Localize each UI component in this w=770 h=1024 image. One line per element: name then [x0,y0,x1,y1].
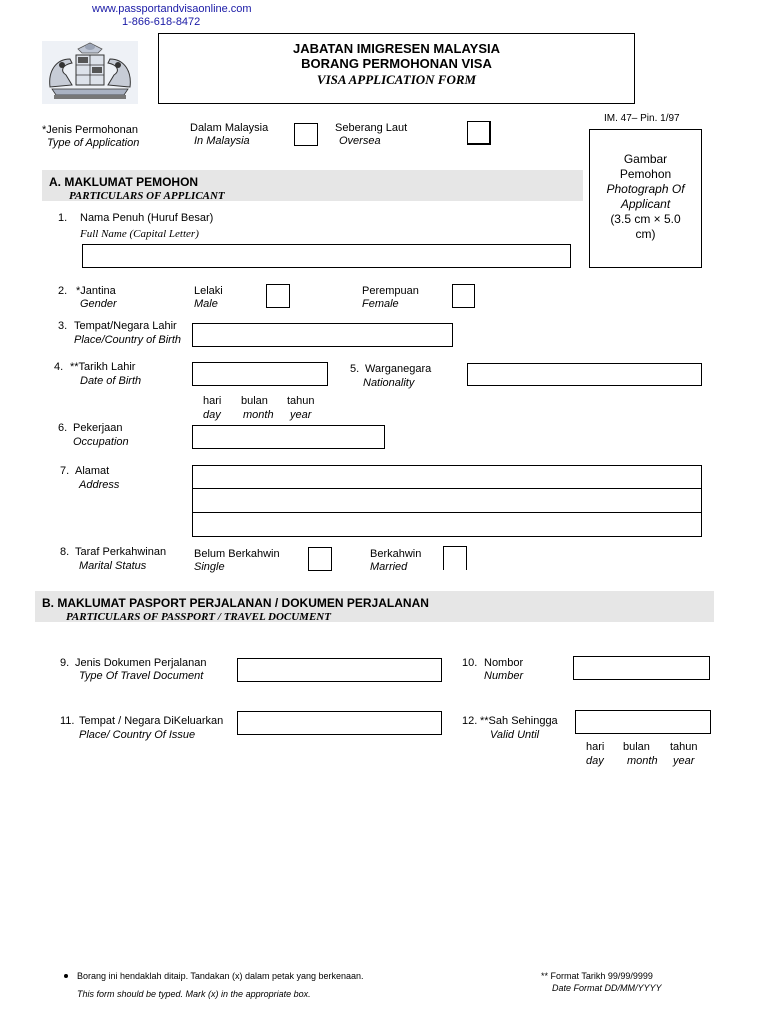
married-label-en: Married [370,561,408,573]
full-name-label-en: Full Name (Capital Letter) [80,228,199,240]
single-label: Belum Berkahwin [194,548,280,560]
valid-year-label-en: year [673,755,695,767]
photo-line-6: cm) [635,227,656,241]
form-code: IM. 47– Pin. 1/97 [604,113,680,124]
birth-place-number: 3. [58,320,68,332]
photo-box [589,129,702,268]
full-name-number: 1. [58,212,68,224]
dob-month-label-en: month [243,409,274,421]
photo-line-4: Applicant [620,197,671,211]
in-malaysia-label-en: In Malaysia [194,135,250,147]
valid-month-label-en: month [627,755,658,767]
valid-until-number: 12. [462,715,478,727]
address-input-line-2[interactable] [192,489,702,513]
oversea-checkbox[interactable] [467,121,491,145]
section-a-title: A. MAKLUMAT PEMOHON [49,175,199,189]
application-type-label: *Jenis Permohonan [42,124,139,136]
doc-type-input[interactable] [237,658,442,682]
valid-year-label: tahun [670,741,698,753]
valid-until-input[interactable] [575,710,711,734]
section-b-subtitle: PARTICULARS OF PASSPORT / TRAVEL DOCUMENT [66,611,331,622]
doc-number-label: Nombor [484,657,524,669]
full-name-label: Nama Penuh (Huruf Besar) [80,212,214,224]
oversea-label: Seberang Laut [335,122,408,134]
photo-line-1: Gambar [623,152,668,166]
full-name-input[interactable] [82,244,571,268]
section-a-header [42,170,583,201]
doc-number-input[interactable] [573,656,710,680]
in-malaysia-checkbox[interactable] [294,123,318,146]
gender-number: 2. [58,285,68,297]
oversea-label-en: Oversea [339,135,381,147]
address-label-en: Address [79,479,120,491]
dob-month-label: bulan [241,395,268,407]
nationality-number: 5. [350,363,360,375]
source-website[interactable]: www.passportandvisaonline.com [92,3,252,15]
male-checkbox[interactable] [266,284,290,308]
birth-place-label-en: Place/Country of Birth [74,334,181,346]
doc-type-label-en: Type Of Travel Document [79,670,204,682]
doc-number-number: 10. [462,657,478,669]
application-type-label-en: Type of Application [47,137,140,149]
valid-month-label: bulan [623,741,650,753]
section-b-header [35,591,714,622]
nationality-label-en: Nationality [363,377,415,389]
source-phone: 1-866-618-8472 [122,16,201,28]
nationality-input[interactable] [467,363,702,386]
married-checkbox[interactable] [443,546,467,570]
dob-year-label-en: year [290,409,312,421]
dob-year-label: tahun [287,395,315,407]
marital-label-en: Marital Status [79,560,147,572]
birth-place-input[interactable] [192,323,453,347]
form-title-english: VISA APPLICATION FORM [316,72,477,87]
issue-place-number: 11. [60,715,75,727]
coat-of-arms-emblem [42,41,138,104]
male-label-en: Male [194,298,218,310]
doc-number-label-en: Number [484,670,524,682]
date-format-note-en: Date Format DD/MM/YYYY [552,983,662,993]
female-checkbox[interactable] [452,284,475,308]
dob-day-label-en: day [203,409,221,421]
single-checkbox[interactable] [308,547,332,571]
photo-line-5: (3.5 cm × 5.0 [610,212,681,226]
occupation-number: 6. [58,422,68,434]
photo-line-3: Photograph Of [606,182,685,196]
date-format-note: ** Format Tarikh 99/99/9999 [541,971,653,981]
address-input-line-1[interactable] [192,465,702,489]
footer-bullet-icon [64,974,68,978]
doc-type-number: 9. [60,657,70,669]
valid-until-label-en: Valid Until [490,729,540,741]
dob-number: 4. [54,361,64,373]
valid-until-label: **Sah Sehingga [480,715,558,727]
address-label: Alamat [75,465,110,477]
single-label-en: Single [194,561,225,573]
female-label: Perempuan [362,285,419,297]
doc-type-label: Jenis Dokumen Perjalanan [75,657,207,669]
issue-place-input[interactable] [237,711,442,735]
birth-place-label: Tempat/Negara Lahir [74,320,177,332]
dob-label-en: Date of Birth [80,375,142,387]
marital-label: Taraf Perkahwinan [75,546,167,558]
section-b-title: B. MAKLUMAT PASPORT PERJALANAN / DOKUMEN PERJALANAN [42,596,429,610]
department-title: JABATAN IMIGRESEN MALAYSIA [292,41,501,56]
valid-day-label-en: day [586,755,604,767]
address-number: 7. [60,465,70,477]
issue-place-label-en: Place/ Country Of Issue [79,729,196,741]
photo-label [590,152,701,242]
photo-line-2: Pemohon [619,167,672,181]
gender-label-en: Gender [80,298,117,310]
male-label: Lelaki [194,285,223,297]
marital-number: 8. [60,546,70,558]
nationality-label: Warganegara [365,363,432,375]
footer-note: Borang ini hendaklah ditaip. Tandakan (x) dalam petak yang berkenaan. [77,971,364,981]
form-title-malay: BORANG PERMOHONAN VISA [301,56,492,71]
section-a-subtitle: PARTICULARS OF APPLICANT [69,190,225,201]
gender-label: *Jantina [76,285,116,297]
footer-note-en: This form should be typed. Mark (x) in the appropriate box. [77,989,311,999]
dob-day-label: hari [203,395,222,407]
occupation-label: Pekerjaan [73,422,123,434]
address-input-line-3[interactable] [192,513,702,537]
dob-input[interactable] [192,362,328,386]
female-label-en: Female [362,298,399,310]
occupation-input[interactable] [192,425,385,449]
form-title-box [158,33,635,104]
dob-label: **Tarikh Lahir [70,361,136,373]
occupation-label-en: Occupation [73,436,129,448]
in-malaysia-label: Dalam Malaysia [190,122,269,134]
married-label: Berkahwin [370,548,422,560]
issue-place-label: Tempat / Negara DiKeluarkan [79,715,224,727]
valid-day-label: hari [586,741,605,753]
